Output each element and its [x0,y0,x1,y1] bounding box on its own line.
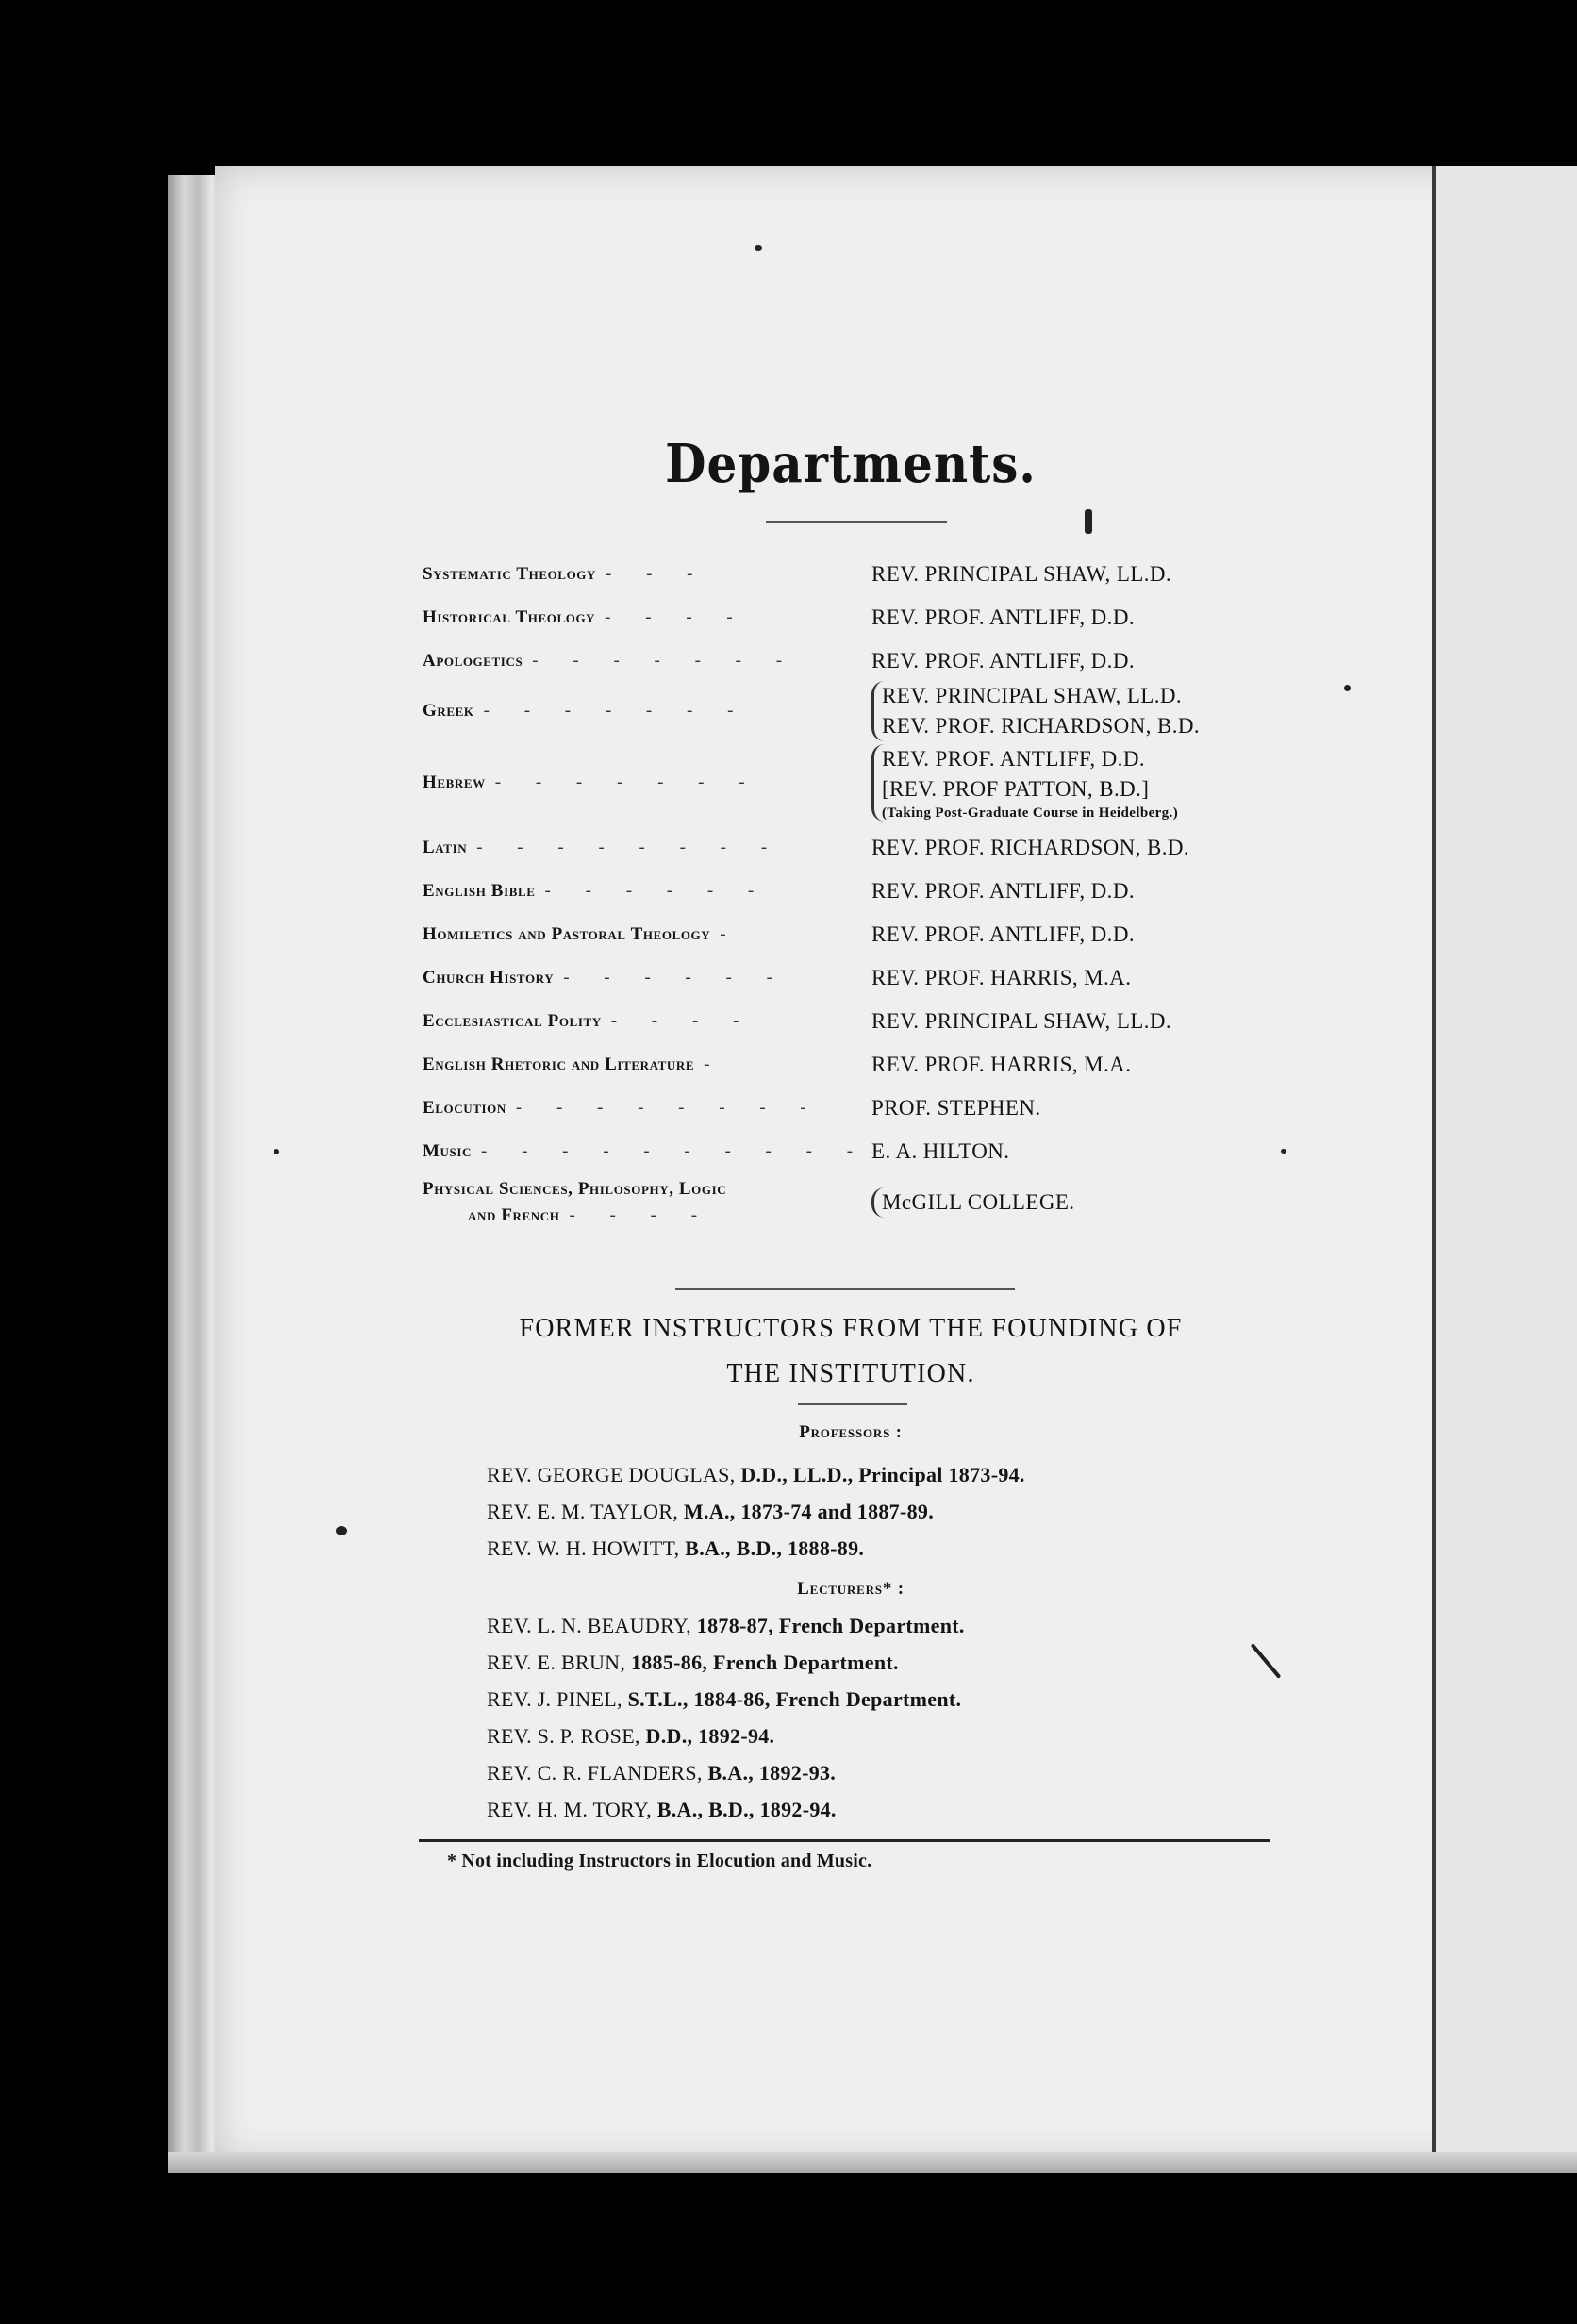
department-teacher: REV. PROF. ANTLIFF, D.D. [872,879,1135,903]
lecturer-entry: REV. C. R. FLANDERS, B.A., 1892-93. [487,1761,837,1784]
professors-label: Professors : [799,1422,903,1442]
department-teacher: [REV. PROF PATTON, B.D.] [882,777,1150,801]
department-subject: Historical Theology - - - - [423,607,748,627]
department-subject: Apologetics - - - - - - - [423,651,798,671]
former-instructors-title [62,1306,1577,1397]
footnote: * Not including Instructors in Elocution and Music. [447,1851,872,1871]
department-subject: Music - - - - - - - - - - [423,1141,869,1161]
department-teacher: REV. PROF. RICHARDSON, B.D. [872,836,1190,859]
former-title-line: FORMER INSTRUCTORS FROM THE FOUNDING OF [519,1314,1183,1343]
department-teacher: REV. PROF. RICHARDSON, B.D. [882,714,1201,738]
department-teacher: REV. PRINCIPAL SHAW, LL.D. [872,562,1172,586]
lecturers-list [487,1607,1336,1828]
department-row [423,956,1300,1000]
department-teacher: E. A. HILTON. [872,1139,1010,1163]
department-teachers [872,681,1300,741]
department-teacher: PROF. STEPHEN. [872,1096,1041,1120]
professor-entry: REV. W. H. HOWITT, B.A., B.D., 1888-89. [487,1536,865,1560]
page-bottom-edge [168,2152,1577,2173]
department-subject: Church History - - - - - - [423,968,788,988]
department-row [423,913,1300,956]
department-teacher: REV. PROF. ANTLIFF, D.D. [872,606,1135,629]
department-subject-continued: and French - - - - [468,1205,713,1225]
department-note: (Taking Post-Graduate Course in Heidelberg.) [882,805,1179,821]
department-row [423,826,1300,870]
scan-speck [1344,685,1351,691]
scan-speck [274,1149,279,1154]
department-subject: English Rhetoric and Literature - [423,1054,725,1074]
department-row [423,1043,1300,1087]
scan-speck [755,245,762,251]
scan-speck [1085,509,1092,534]
department-subject: Hebrew - - - - - - - [423,772,760,792]
department-subject: Latin - - - - - - - - [423,838,783,857]
section-rule [675,1288,1015,1290]
scan-speck [336,1526,347,1536]
department-teacher: REV. PROF. ANTLIFF, D.D. [872,649,1135,672]
department-subject: English Bible - - - - - - [423,881,770,901]
page-title: Departments. [665,432,1037,495]
department-teacher: McGILL COLLEGE. [872,1187,1300,1218]
department-subject: Elocution - - - - - - - - [423,1098,822,1118]
department-row [423,1000,1300,1043]
title-rule [766,521,947,523]
department-teachers [872,744,1300,822]
department-row [423,596,1300,639]
departments-table [423,553,1300,1232]
footnote-rule [419,1839,1270,1842]
department-row [423,1087,1300,1130]
department-subject: Greek - - - - - - - [423,701,749,721]
professor-entry: REV. E. M. TAYLOR, M.A., 1873-74 and 1887-89. [487,1500,934,1523]
former-rule [798,1403,907,1405]
department-subject: Ecclesiastical Polity - - - - [423,1011,755,1031]
department-row [423,1173,1300,1232]
department-subject: Homiletics and Pastoral Theology - [423,924,741,944]
lecturer-entry: REV. H. M. TORY, B.A., B.D., 1892-94. [487,1798,837,1821]
department-row [423,553,1300,596]
professor-entry: REV. GEORGE DOUGLAS, D.D., LL.D., Principal 1873-94. [487,1463,1025,1486]
lecturer-entry: REV. E. BRUN, 1885-86, French Department. [487,1651,899,1674]
department-row [423,739,1300,826]
lecturer-entry: REV. S. P. ROSE, D.D., 1892-94. [487,1724,775,1748]
department-teacher: REV. PROF. ANTLIFF, D.D. [872,922,1135,946]
department-subject: Physical Sciences, Philosophy, Logic and French - - - - [423,1176,872,1229]
department-teacher: REV. PROF. HARRIS, M.A. [872,1053,1132,1076]
lecturer-entry: REV. L. N. BEAUDRY, 1878-87, French Department. [487,1614,965,1637]
department-teacher: REV. PROF. HARRIS, M.A. [872,966,1132,989]
lecturers-label: Lecturers* : [797,1579,905,1599]
department-subject: Systematic Theology - - - [423,564,708,584]
former-title-line: THE INSTITUTION. [726,1359,975,1388]
department-teacher: REV. PRINCIPAL SHAW, LL.D. [882,684,1183,707]
department-teacher: REV. PROF. ANTLIFF, D.D. [882,747,1145,771]
department-teacher: REV. PRINCIPAL SHAW, LL.D. [872,1009,1172,1033]
department-row [423,639,1300,683]
professors-list [487,1456,1336,1567]
lecturer-entry: REV. J. PINEL, S.T.L., 1884-86, French Department. [487,1687,962,1711]
department-row [423,683,1300,739]
department-row [423,870,1300,913]
department-row [423,1130,1300,1173]
